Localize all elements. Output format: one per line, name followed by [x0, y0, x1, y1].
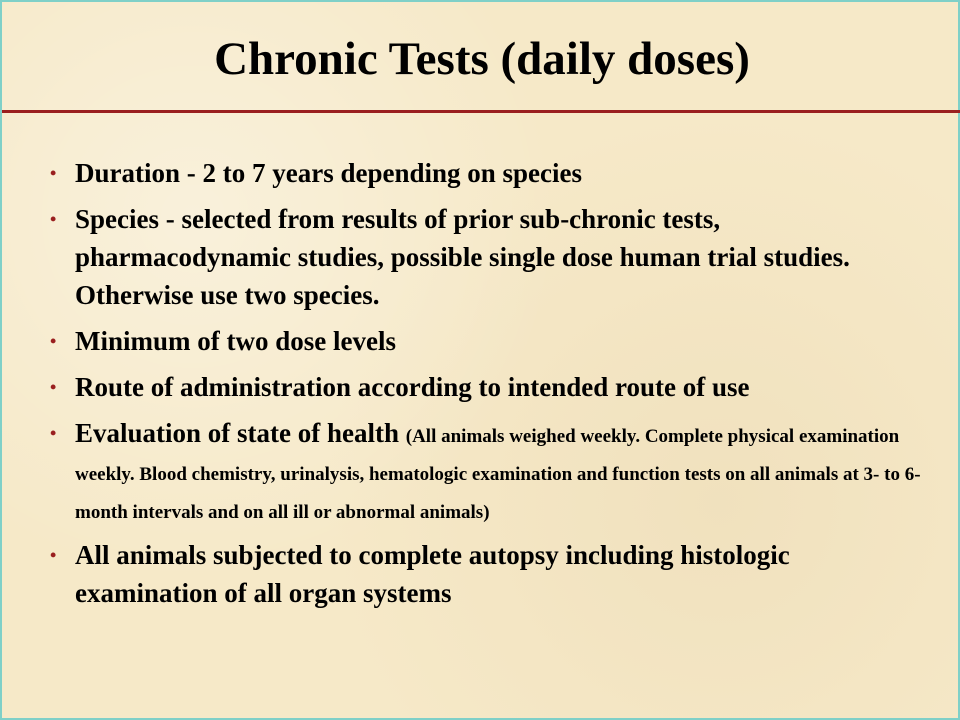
- bullet-duration: [50, 154, 930, 192]
- bullet-text: Evaluation of state of health: [75, 418, 399, 448]
- bullet-detail: (All animals weighed weekly. Complete physical examination weekly. Blood chemistry, urinalysis, hematologic examination and function tests on all animals at 3- to 6- month intervals and on all ill or abnormal animals): [75, 426, 921, 523]
- bullet-marker: •: [50, 423, 57, 443]
- bullet-health: [50, 414, 930, 528]
- bullet-list: [50, 154, 930, 620]
- bullet-species: [50, 200, 930, 314]
- bullet-dose-levels: [50, 322, 930, 360]
- bullet-text: Duration - 2 to 7 years depending on species: [75, 158, 583, 188]
- bullet-marker: •: [50, 209, 57, 229]
- bullet-route: [50, 368, 930, 406]
- slide-title: Chronic Tests (daily doses): [214, 33, 750, 85]
- bullet-autopsy: [50, 536, 930, 612]
- bullet-text: Minimum of two dose levels: [75, 326, 396, 356]
- bullet-text: All animals subjected to complete autopsy including histologic examination of all organ systems: [75, 540, 790, 608]
- bullet-text: Route of administration according to intended route of use: [75, 372, 750, 402]
- bullet-marker: •: [50, 163, 57, 183]
- title-divider: [2, 110, 960, 113]
- bullet-marker: •: [50, 545, 57, 565]
- bullet-marker: •: [50, 377, 57, 397]
- bullet-text: Species - selected from results of prior sub-chronic tests, pharmacodynamic studies, possible single dose human trial studies. Otherwise use two species.: [75, 204, 850, 310]
- bullet-marker: •: [50, 331, 57, 351]
